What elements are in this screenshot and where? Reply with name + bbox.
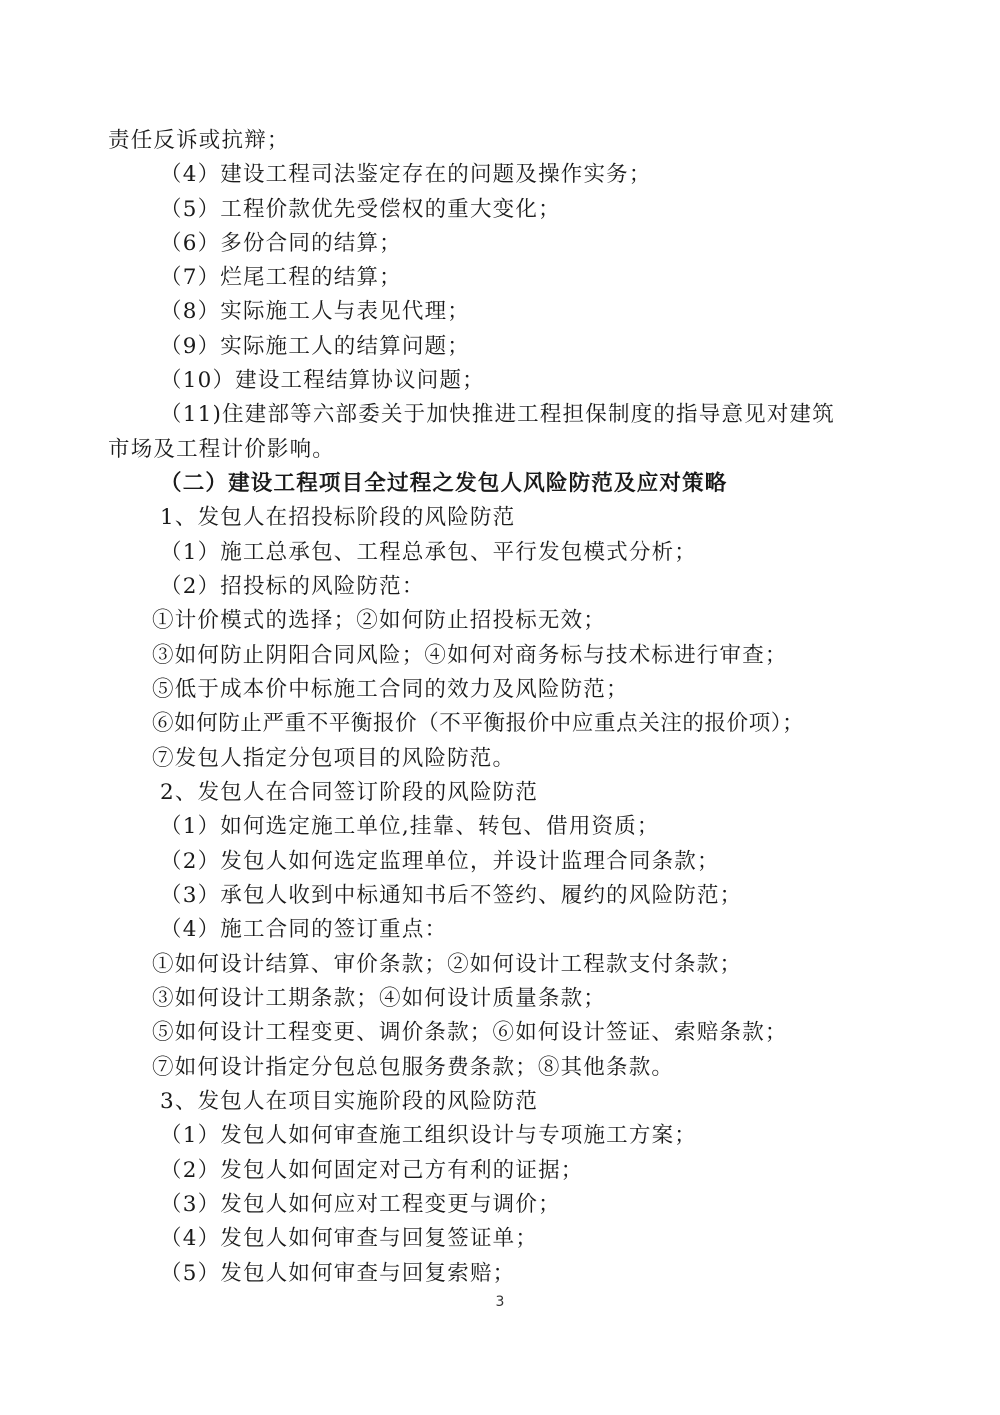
text-line: ①如何设计结算、审价条款；②如何设计工程款支付条款； [152,952,743,977]
text-line: （7）烂尾工程的结算； [160,265,402,290]
text-line: （10）建设工程结算协议问题； [160,368,485,393]
text-line: ①计价模式的选择；②如何防止招投标无效； [152,608,607,633]
subsection-heading: 2、发包人在合同签订阶段的风险防范 [160,780,539,805]
subsection-heading: 1、发包人在招投标阶段的风险防范 [160,505,516,530]
text-line: （1）如何选定施工单位,挂靠、转包、借用资质； [160,814,660,839]
text-line: （3）承包人收到中标通知书后不签约、履约的风险防范； [160,883,743,908]
text-line: （8）实际施工人与表见代理； [160,299,470,324]
text-line: （3）发包人如何应对工程变更与调价； [160,1192,561,1217]
text-line: ⑤低于成本价中标施工合同的效力及风险防范； [152,677,629,702]
text-line: ⑥如何防止严重不平衡报价（不平衡报价中应重点关注的报价项）； [152,711,805,736]
text-line: ③如何防止阴阳合同风险；④如何对商务标与技术标进行审查； [152,643,788,668]
text-line: ⑦如何设计指定分包总包服务费条款；⑧其他条款。 [152,1055,675,1080]
text-line: ③如何设计工期条款；④如何设计质量条款； [152,986,607,1011]
text-line: （2）招投标的风险防范： [160,574,425,599]
text-line: 市场及工程计价影响。 [108,437,336,462]
page-number: 3 [495,1294,505,1310]
text-line: （2）发包人如何固定对己方有利的证据； [160,1158,584,1183]
text-line: （1）施工总承包、工程总承包、平行发包模式分析； [160,540,697,565]
section-heading: （二）建设工程项目全过程之发包人风险防范及应对策略 [160,471,728,496]
subsection-heading: 3、发包人在项目实施阶段的风险防范 [160,1089,539,1114]
text-line: ⑤如何设计工程变更、调价条款；⑥如何设计签证、索赔条款； [152,1020,788,1045]
text-line: （4）建设工程司法鉴定存在的问题及操作实务； [160,162,652,187]
text-line: （1）发包人如何审查施工组织设计与专项施工方案； [160,1123,697,1148]
text-line: （4）发包人如何审查与回复签证单； [160,1226,539,1251]
text-line: ⑦发包人指定分包项目的风险防范。 [152,746,516,771]
text-line: 责任反诉或抗辩； [108,128,290,153]
text-line: （5）发包人如何审查与回复索赔； [160,1261,516,1286]
text-line: （11)住建部等六部委关于加快推进工程担保制度的指导意见对建筑 [160,402,835,427]
text-line: （9）实际施工人的结算问题； [160,334,470,359]
text-line: （6）多份合同的结算； [160,231,402,256]
text-line: （2）发包人如何选定监理单位，并设计监理合同条款； [160,849,720,874]
text-line: （4）施工合同的签订重点： [160,917,448,942]
text-line: （5）工程价款优先受偿权的重大变化； [160,197,561,222]
